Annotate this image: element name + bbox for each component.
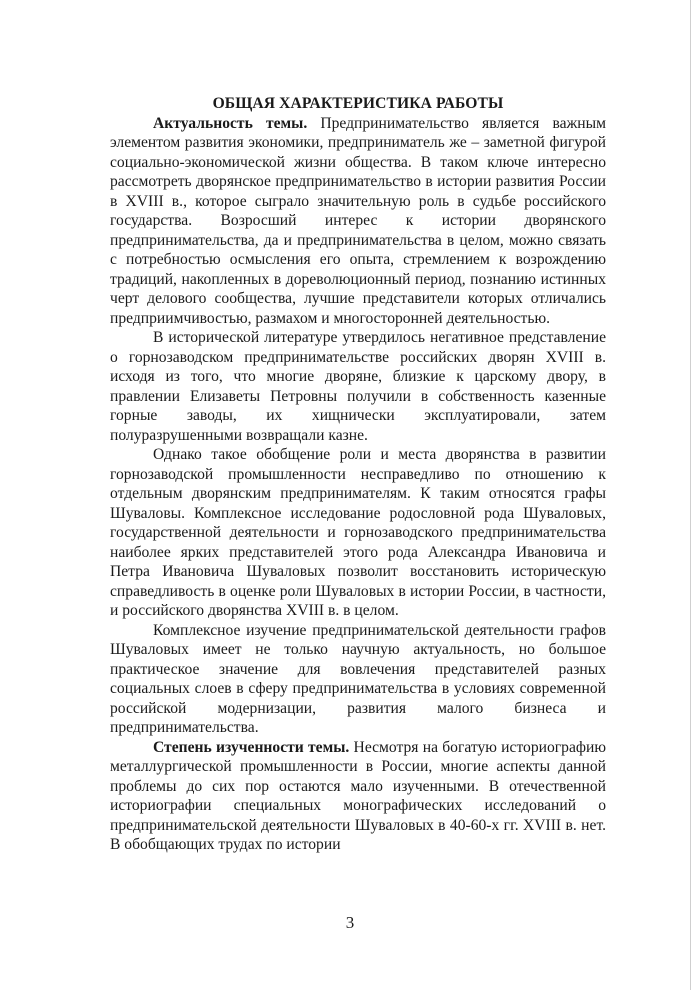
paragraph-text: Несмотря на богатую историографию металлургической промышленности в России, многие аспекты данной проблемы до сих пор остаются мало изученными. В отечественной историографии специальных монографических исследований о предпринимательской деятельности Шуваловых в 40-60-х гг. XVIII в. нет. В обобщающих трудах по истории xyxy=(110,738,606,853)
paragraph-text: Предпринимательство является важным элементом развития экономики, предприниматель же – заметной фигурой социально-экономической жизни общества. В таком ключе интересно рассмотреть дворянское предпринимательство в истории развития России в XVIII в., которое сыграло значительную роль в судьбе российского государства. Возросший интерес к истории дворянского предпринимательства, да и предпринимательства в целом, можно связать с потребностью осмысления его опыта, стремлением к возрождению традиций, накопленных в дореволюционный период, познанию истинных черт делового сообщества, лучшие представители которых отличались предприимчивостью, размахом и многосторонней деятельностью. xyxy=(110,114,606,327)
paragraph-degree-of-study xyxy=(110,738,606,855)
paragraph-text: Комплексное изучение предпринимательской деятельности графов Шуваловых имеет не только научную актуальность, но большое практическое значение для вовлечения представителей разных социальных слоев в сферу предпринимательства в условиях современной российской модернизации, развития малого бизнеса и предпринимательства. xyxy=(110,621,606,736)
paragraph-practical-significance xyxy=(110,621,606,738)
paragraph-lead: Актуальность темы. xyxy=(153,114,308,132)
page-number: 3 xyxy=(345,913,355,932)
paragraph-text: В исторической литературе утвердилось негативное представление о горнозаводском предпринимательстве российских дворян XVIII в. исходя из того, что многие дворяне, близкие к царскому двору, в правлении Елизаветы Петровны получили в собственность казенные горные заводы, их хищнически эксплуатировали, затем полуразрушенными возвращали казне. xyxy=(110,329,606,444)
section-heading: ОБЩАЯ ХАРАКТЕРИСТИКА РАБОТЫ xyxy=(212,95,504,112)
paragraph-lead: Степень изученности темы. xyxy=(153,738,350,756)
scan-edge-line xyxy=(690,0,691,990)
paragraph-generalization xyxy=(110,445,606,621)
document-body xyxy=(110,94,606,855)
paragraph-text: Однако такое обобщение роли и места дворянства в развитии горнозаводской промышленности несправедливо по отношению к отдельным дворянским предпринимателям. К таким относятся графы Шуваловы. Комплексное исследование родословной рода Шуваловых, государственной деятельности и горнозаводского предпринимательства наиболее ярких представителей этого рода Александра Ивановича и Петра Ивановича Шуваловых позволит восстановить историческую справедливость в оценке роли Шуваловых в истории России, в частности, и российского дворянства XVIII в. в целом. xyxy=(110,446,606,619)
paragraph-historical-literature xyxy=(110,328,606,445)
paragraph-relevance xyxy=(110,114,606,329)
